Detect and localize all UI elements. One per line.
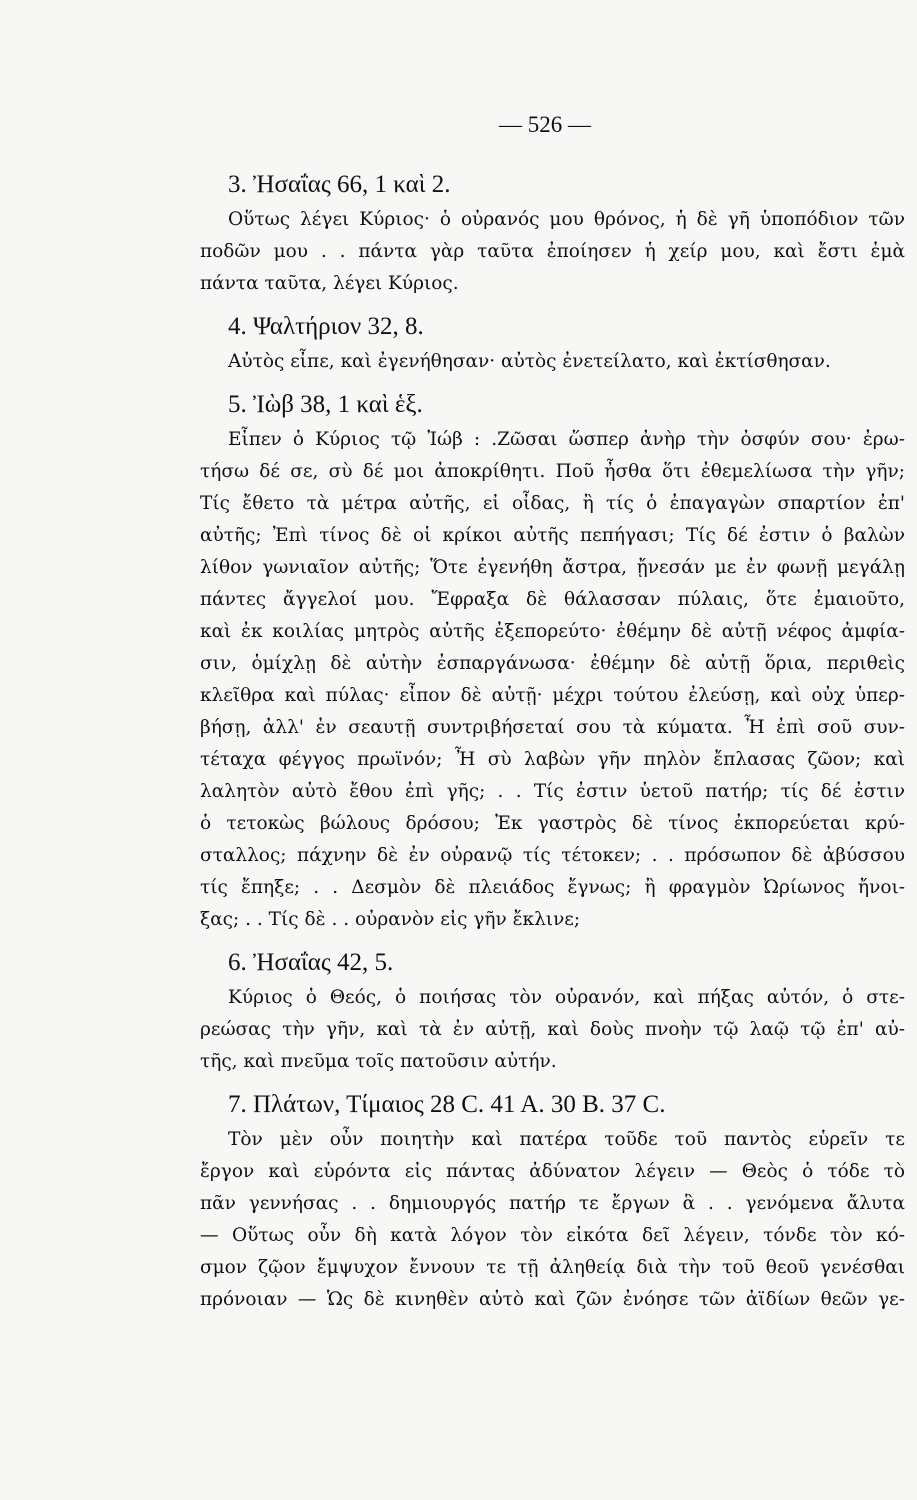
section-heading: 4. Ψαλτήριον 32, 8.	[228, 313, 424, 340]
text-line: ἔργον καὶ εὑρόντα εἰς πάντας ἀδύνατον λέγειν — Θεὸς ὁ τόδε τὸ	[200, 1161, 905, 1182]
text-line: τήσω δέ σε, σὺ δέ μοι ἀποκρίθητι. Ποῦ ἦσθα ὅτι ἐθεμελίωσα τὴν γῆν;	[200, 461, 905, 482]
text-line: βήσῃ, ἀλλ' ἐν σεαυτῇ συντριβήσεταί σου τὰ κύματα. Ἦ ἐπὶ σοῦ συν-	[200, 717, 905, 738]
citation-section	[200, 168, 905, 300]
text-line: Οὕτως λέγει Κύριος· ὁ οὐρανός μου θρόνος, ἡ δὲ γῆ ὑποπόδιον τῶν	[228, 209, 905, 230]
text-line: ρεώσας τὴν γῆν, καὶ τὰ ἐν αὐτῇ, καὶ δοὺς πνοὴν τῷ λαῷ τῷ ἐπ' αὐ-	[200, 1019, 905, 1040]
text-line: αὐτῆς; Ἐπὶ τίνος δὲ οἱ κρίκοι αὐτῆς πεπήγασι; Τίς δέ ἐστιν ὁ βαλὼν	[200, 525, 905, 546]
text-line: λαλητὸν αὐτὸ ἔθου ἐπὶ γῆς; . . Τίς ἐστιν ὑετοῦ πατήρ; τίς δέ ἐστιν	[200, 781, 905, 802]
section-heading: 3. Ἠσαΐας 66, 1 καὶ 2.	[228, 171, 451, 198]
section-heading: 5. Ἰὼβ 38, 1 καὶ ἑξ.	[228, 391, 423, 418]
text-line: σταλλος; πάχνην δὲ ἐν οὐρανῷ τίς τέτοκεν; . . πρόσωπον δὲ ἀβύσσου	[200, 845, 905, 866]
text-line: πρόνοιαν — Ὡς δὲ κινηθὲν αὐτὸ καὶ ζῶν ἐνόησε τῶν ἀϊδίων θεῶν γε-	[200, 1289, 905, 1310]
text-line: Τίς ἔθετο τὰ μέτρα αὐτῆς, εἰ οἶδας, ἢ τίς ὁ ἐπαγαγὼν σπαρτίον ἐπ'	[200, 493, 905, 514]
text-line: τίς ἔπηξε; . . Δεσμὸν δὲ πλειάδος ἔγνως; ἢ φραγμὸν Ὠρίωνος ἤνοι-	[200, 877, 905, 898]
text-line: ὁ τετοκὼς βώλους δρόσου; Ἐκ γαστρὸς δὲ τίνος ἐκπορεύεται κρύ-	[200, 813, 905, 834]
page-number: — 526 —	[499, 112, 591, 137]
text-line: σιν, ὁμίχλῃ δὲ αὐτὴν ἐσπαργάνωσα· ἐθέμην δὲ αὐτῇ ὅρια, περιθεὶς	[200, 653, 905, 674]
text-line: πᾶν γεννήσας . . δημιουργός πατήρ τε ἔργων ἃ . . γενόμενα ἄλυτα	[200, 1193, 905, 1214]
text-line: κλεῖθρα καὶ πύλας· εἶπον δὲ αὐτῇ· μέχρι τούτου ἐλεύσῃ, καὶ οὐχ ὑπερ-	[200, 685, 905, 706]
text-line: Τὸν μὲν οὖν ποιητὴν καὶ πατέρα τοῦδε τοῦ παντὸς εὑρεῖν τε	[228, 1129, 905, 1150]
text-line: Κύριος ὁ Θεός, ὁ ποιήσας τὸν οὐρανόν, καὶ πήξας αὐτόν, ὁ στε-	[228, 987, 905, 1008]
citation-section	[200, 946, 905, 1078]
text-line: καὶ ἐκ κοιλίας μητρὸς αὐτῆς ἐξεπορεύτο· ἐθέμην δὲ αὐτῇ νέφος ἀμφία-	[200, 621, 905, 642]
text-line: τέταχα φέγγος πρωϊνόν; Ἦ σὺ λαβὼν γῆν πηλὸν ἔπλασας ζῶον; καὶ	[200, 749, 905, 770]
text-line: πάντα ταῦτα, λέγει Κύριος.	[200, 273, 459, 294]
text-line: Εἶπεν ὁ Κύριος τῷ Ἰώβ : .Ζῶσαι ὥσπερ ἀνὴρ τὴν ὀσφύν σου· ἐρω-	[228, 429, 905, 450]
text-line: λίθον γωνιαῖον αὐτῆς; Ὅτε ἐγενήθη ἄστρα, ᾔνεσάν με ἐν φωνῇ μεγάλῃ	[200, 557, 905, 578]
section-heading: 7. Πλάτων, Τίμαιος 28 C. 41 A. 30 B. 37 C.	[228, 1091, 666, 1118]
citation-section	[200, 1088, 905, 1316]
page-body	[200, 168, 905, 1326]
text-line: τῆς, καὶ πνεῦμα τοῖς πατοῦσιν αὐτήν.	[200, 1051, 557, 1072]
text-line: ξας; . . Τίς δὲ . . οὐρανὸν εἰς γῆν ἔκλινε;	[200, 909, 581, 930]
section-heading: 6. Ἠσαΐας 42, 5.	[228, 949, 394, 976]
text-line: Αὐτὸς εἶπε, καὶ ἐγενήθησαν· αὐτὸς ἐνετείλατο, καὶ ἐκτίσθησαν.	[228, 351, 831, 372]
citation-section	[200, 310, 905, 378]
citation-section	[200, 388, 905, 936]
text-line: — Οὕτως οὖν δὴ κατὰ λόγον τὸν εἰκότα δεῖ λέγειν, τόνδε τὸν κό-	[200, 1225, 905, 1246]
text-line: ποδῶν μου . . πάντα γὰρ ταῦτα ἐποίησεν ἡ χείρ μου, καὶ ἔστι ἐμὰ	[200, 241, 905, 262]
text-line: σμον ζῷον ἔμψυχον ἔννουν τε τῇ ἀληθείᾳ διὰ τὴν τοῦ θεοῦ γενέσθαι	[200, 1257, 905, 1278]
text-line: πάντες ἄγγελοί μου. Ἔφραξα δὲ θάλασσαν πύλαις, ὅτε ἐμαιοῦτο,	[200, 589, 905, 610]
